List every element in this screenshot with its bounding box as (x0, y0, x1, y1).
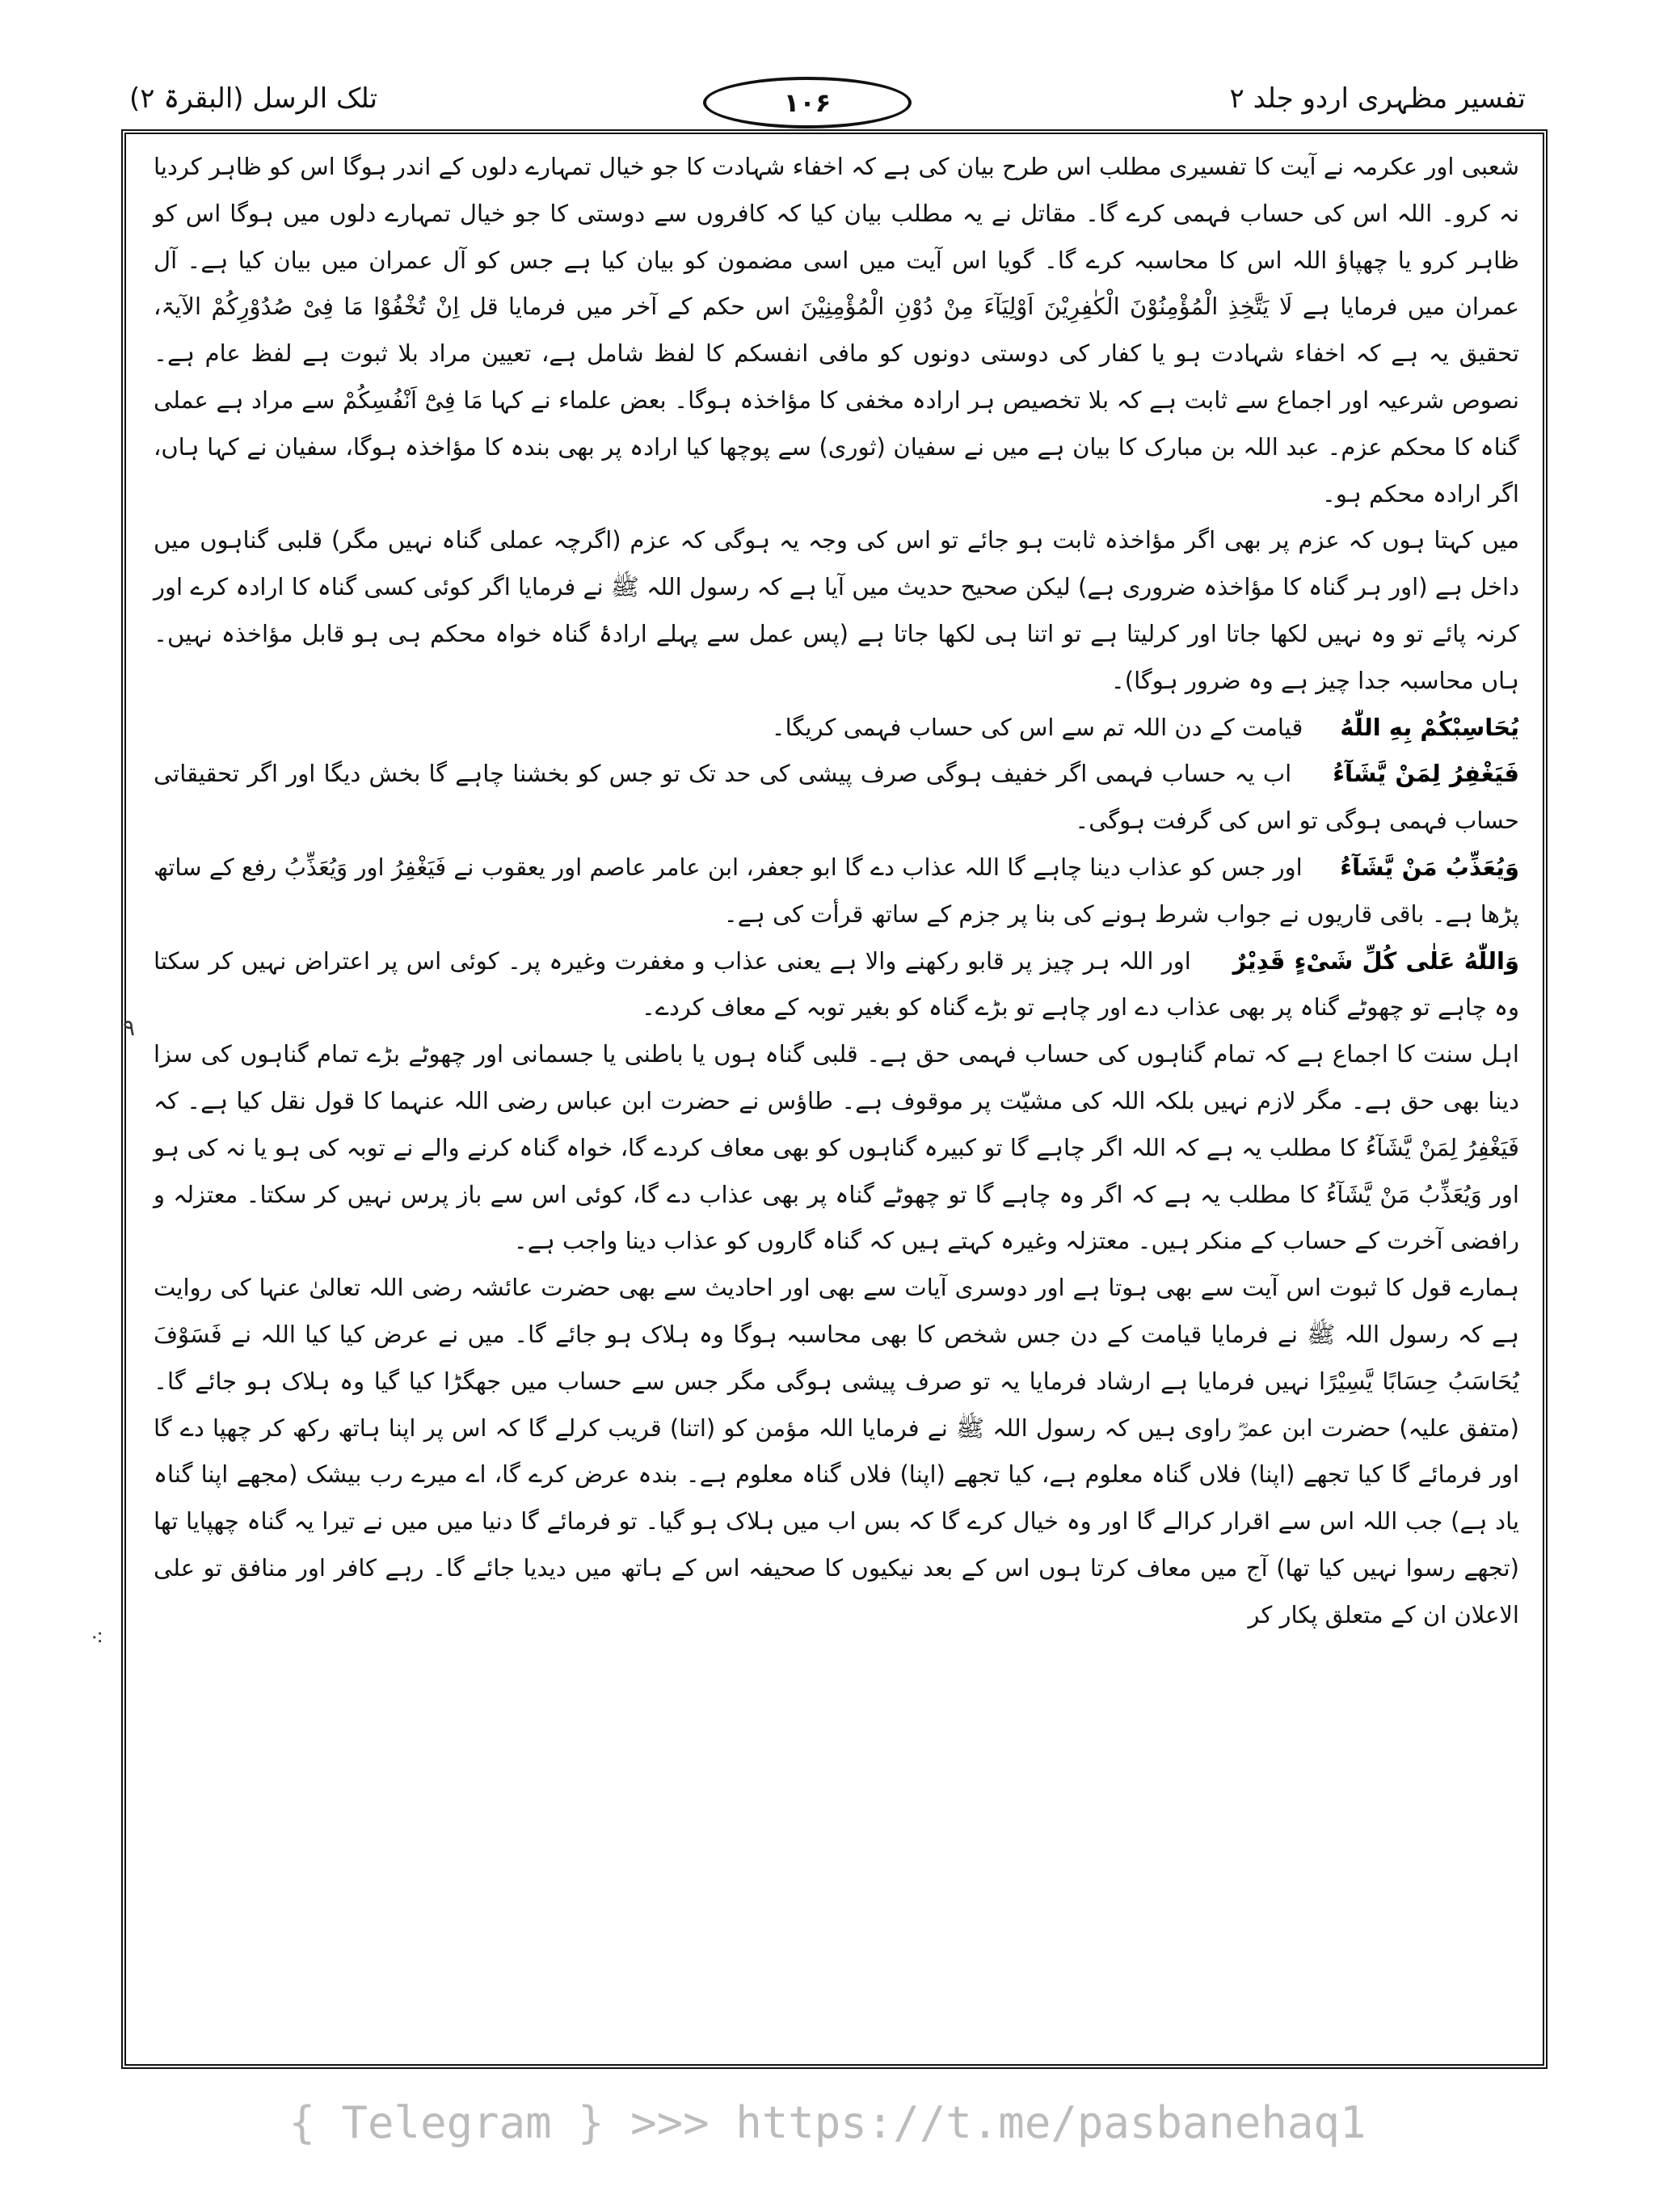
paragraph: ہمارے قول کا ثبوت اس آیت سے بھی ہوتا ہے اور دوسری آیات سے بھی اور احادیث سے بھی حضرت عائشہ رضی اللہ تعالیٰ عنہا کی روایت ہے کہ رسول اللہ ﷺ نے فرمایا قیامت کے دن جس شخص کا بھی محاسبہ ہوگا وہ ہلاک ہو جائے گا۔ میں نے عرض کیا کیا اللہ نے فَسَوْفَ یُحَاسَبُ حِسَابًا یَّسِیْرًا نہیں فرمایا ہے ارشاد فرمایا یہ تو صرف پیشی ہوگی مگر جس سے حساب میں جھگڑا کیا گیا وہ ہلاک ہو جائے گا۔ (متفق علیہ) حضرت ابن عمرؓ راوی ہیں کہ رسول اللہ ﷺ نے فرمایا اللہ مؤمن کو (اتنا) قریب کرلے گا کہ اس پر اپنا ہاتھ رکھ کر چھپا دے گا اور فرمائے گا کیا تجھے (اپنا) فلاں گناہ معلوم ہے، کیا تجھے (اپنا) فلاں گناہ معلوم ہے۔ بندہ عرض کرے گا، اے میرے رب بیشک (مجھے اپنا گناہ یاد ہے) جب اللہ اس سے اقرار کرالے گا اور وہ خیال کرے گا کہ بس اب میں ہلاک ہو گیا۔ تو فرمائے گا دنیا میں میں نے تیرا یہ گناہ چھپایا تھا (تجھے رسوا نہیں کیا تھا) آج میں معاف کرتا ہوں اس کے بعد نیکیوں کا صحیفہ اس کے ہاتھ میں دیدیا جائے گا۔ رہے کافر اور منافق تو علی الاعلان ان کے متعلق پکار کر (154, 1274, 1519, 1628)
paragraph: اہل سنت کا اجماع ہے کہ تمام گناہوں کی حساب فہمی حق ہے۔ قلبی گناہ ہوں یا باطنی یا جسمانی اور چھوٹے بڑے تمام گناہوں کی سزا دینا بھی حق ہے۔ مگر لازم نہیں بلکہ اللہ کی مشیّت پر موقوف ہے۔ طاؤس نے حضرت ابن عباس رضی اللہ عنہما کا قول نقل کیا ہے۔ کہ فَیَغْفِرُ لِمَنْ یَّشَآءُ کا مطلب یہ ہے کہ اللہ اگر چاہے گا تو کبیرہ گناہوں کو بھی معاف کردے گا، خواہ گناہ کرنے والے نے توبہ کی ہو یا نہ کی ہو اور وَیُعَذِّبُ مَنْ یَّشَآءُ کا مطلب یہ ہے کہ اگر وہ چاہے گا تو چھوٹے گناہ پر بھی عذاب دے گا، کوئی اس سے باز پرس نہیں کر سکتا۔ معتزلہ و رافضی آخرت کے حساب کے منکر ہیں۔ معتزلہ وغیرہ کہتے ہیں کہ گناہ گاروں کو عذاب دینا واجب ہے۔ (154, 1040, 1519, 1255)
verse-block (154, 705, 1519, 752)
verse-arabic: وَیُعَذِّبُ مَنْ یَّشَآءُ (1340, 853, 1519, 881)
verse-arabic: یُحَاسِبْکُمْ بِهِ اللّٰهُ (1340, 713, 1519, 741)
verse-arabic: وَاللّٰهُ عَلٰی کُلِّ شَیْءٍ قَدِیْرٌ (1232, 946, 1519, 975)
verse-block (154, 938, 1519, 1032)
main-text (154, 144, 1519, 1639)
verse-translation: اور جس کو عذاب دینا چاہے گا اللہ عذاب دے گا ابو جعفر، ابن عامر عاصم اور یعقوب نے فَیَغْفِرُ اور وَیُعَذِّبُ رفع کے ساتھ پڑھا ہے۔ باقی قاریوں نے جواب شرط ہونے کی بنا پر جزم کے ساتھ قرأت کی ہے۔ (154, 853, 1519, 928)
margin-mark: ⁖ (91, 1624, 104, 1651)
telegram-watermark: { Telegram } >>> https://t.me/pasbanehaq1 (288, 2097, 1367, 2148)
book-title: تفسیر مظہری اردو جلد ۲ (1229, 82, 1526, 115)
margin-mark: ٩ (123, 1014, 136, 1041)
verse-translation: اور اللہ ہر چیز پر قابو رکھنے والا ہے یعنی عذاب و مغفرت وغیرہ پر۔ کوئی اس پر اعتراض نہیں کر سکتا وہ چاہے تو چھوٹے گناہ پر بھی عذاب دے اور چاہے تو بڑے گناہ کو بغیر توبہ کے معاف کردے۔ (154, 946, 1519, 1022)
verse-translation: اب یہ حساب فہمی اگر خفیف ہوگی صرف پیشی کی حد تک تو جس کو بخشنا چاہے گا بخش دیگا اور اگر تحقیقاتی حساب فہمی ہوگی تو اس کی گرفت ہوگی۔ (154, 760, 1519, 835)
paragraph: میں کہتا ہوں کہ عزم پر بھی اگر مؤاخذہ ثابت ہو جائے تو اس کی وجہ یہ ہوگی کہ عزم (اگرچہ عملی گناہ نہیں مگر) قلبی گناہوں میں داخل ہے (اور ہر گناہ کا مؤاخذہ ضروری ہے) لیکن صحیح حدیث میں آیا ہے کہ رسول اللہ ﷺ نے فرمایا اگر کوئی کسی گناہ کا ارادہ کرے اور کرنہ پائے تو وہ نہیں لکھا جاتا اور کرلیتا ہے تو اتنا ہی لکھا جاتا ہے (پس عمل سے پہلے ارادۂ گناہ خواہ محکم ہی ہو قابل مؤاخذہ نہیں۔ ہاں محاسبہ جدا چیز ہے وہ ضرور ہوگا)۔ (154, 526, 1519, 694)
verse-translation: قیامت کے دن اللہ تم سے اس کی حساب فہمی کریگا۔ (771, 713, 1303, 741)
page-number: ۱۰۶ (703, 77, 912, 129)
section-title: تلک الرسل (البقرۃ ۲) (129, 82, 378, 115)
verse-block (154, 751, 1519, 845)
paragraph: شعبی اور عکرمہ نے آیت کا تفسیری مطلب اس طرح بیان کی ہے کہ اخفاء شہادت کا جو خیال تمہارے دلوں کے اندر ہوگا اس کو ظاہر کردیا نہ کرو۔ اللہ اس کی حساب فہمی کرے گا۔ مقاتل نے یہ مطلب بیان کیا کہ کافروں سے دوستی کا جو خیال تمہارے دلوں میں ہوگا اس کو ظاہر کرو یا چھپاؤ اللہ اس کا محاسبہ کرے گا۔ گویا اس آیت میں اسی مضمون کو بیان کیا ہے جس کو آل عمران میں بیان کیا ہے۔ آل عمران میں فرمایا ہے لَا یَتَّخِذِ الْمُؤْمِنُوْنَ الْکٰفِرِیْنَ اَوْلِیَآءَ مِنْ دُوْنِ الْمُؤْمِنِیْنَ اس حکم کے آخر میں فرمایا قل اِنْ تُخْفُوْا مَا فِیْ صُدُوْرِکُمْ الآیۃ، تحقیق یہ ہے کہ اخفاء شہادت ہو یا کفار کی دوستی دونوں کو مافی انفسکم کا لفظ شامل ہے، تعیین مراد بلا ثبوت ہے لفظ عام ہے۔ نصوص شرعیہ اور اجماع سے ثابت ہے کہ بلا تخصیص ہر ارادہ مخفی کا مؤاخذہ ہوگا۔ بعض علماء نے کہا مَا فِیْٓ اَنْفُسِکُمْ سے مراد ہے عملی گناہ کا محکم عزم۔ عبد اللہ بن مبارک کا بیان ہے میں نے سفیان (ثوری) سے پوچھا کیا ارادہ پر بھی بندہ کا مؤاخذہ ہوگا، سفیان نے کہا ہاں، اگر ارادہ محکم ہو۔ (154, 153, 1519, 508)
verse-arabic: فَیَغْفِرُ لِمَنْ یَّشَآءُ (1333, 760, 1520, 788)
page-header (0, 77, 1655, 133)
verse-block (154, 845, 1519, 938)
